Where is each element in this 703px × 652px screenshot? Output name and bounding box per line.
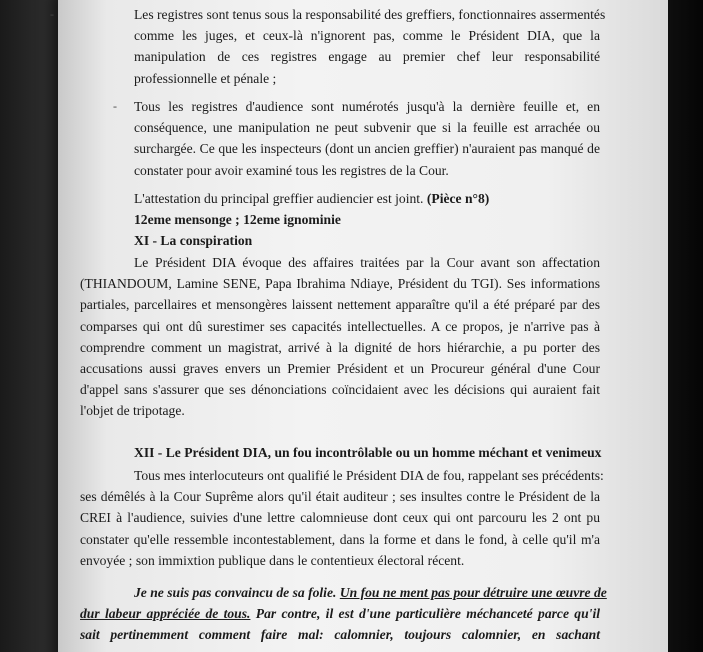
final-underlined: Un fou ne ment pas pour détruire une œuvre de bbox=[339, 585, 607, 600]
piece-reference: (Pièce n°8) bbox=[426, 191, 490, 206]
text-line: Les registres sont tenus sous la responsabilité des greffiers, fonctionnaires assermentés bbox=[134, 7, 606, 22]
text-line: (THIANDOUM, Lamine SENE, Papa Ibrahima Ndiaye, Président du TGI). Ses informations bbox=[80, 276, 600, 292]
final-text: Je ne suis pas convaincu de sa folie. bbox=[134, 585, 337, 600]
text-line: envoyée ; son immixtion publique dans le contentieux électoral récent. bbox=[80, 552, 465, 568]
text-line: comprendre comment un magistrat, arrivé à la dignité de hors hiérarchie, a pu porter des bbox=[80, 339, 600, 355]
text-line: Tous les registres d'audience sont numérotés jusqu'à la dernière feuille et, en bbox=[134, 99, 600, 114]
text-line: comparses qui ont dû surestimer ses capacités intellectuelles. A ce propos, je n'arrive pas à bbox=[80, 318, 600, 334]
bullet-dash-icon: - bbox=[50, 7, 54, 21]
text-line: d'appel sans s'assurer que ses dénonciations coïncidaient avec les décisions qui auraient fait bbox=[80, 382, 600, 398]
bullet-2 bbox=[134, 96, 600, 181]
bullet-dash-icon: - bbox=[113, 99, 117, 113]
mensonge-heading: 12eme mensonge ; 12eme ignominie bbox=[134, 212, 341, 228]
text-line: partiales, parcellaires et mensongères laissent nettement apparaître qu'il a été préparé par des bbox=[80, 297, 600, 313]
attestation-text: L'attestation du principal greffier audiencier est joint. bbox=[134, 191, 424, 206]
text-line: Tous mes interlocuteurs ont qualifié le Président DIA de fou, rappelant ses précédents: bbox=[134, 468, 604, 483]
text-line: constater qu'elle ressemble incontestablement, dans la forme et dans le fond, à celle qu'il m'a bbox=[80, 531, 600, 547]
text-line: professionnelle et pénale ; bbox=[134, 70, 277, 86]
final-underlined: dur labeur appréciée de tous. bbox=[80, 606, 251, 622]
section-12-heading bbox=[134, 442, 604, 463]
text-line: surchargée. Ce que les inspecteurs (dont un ancien greffier) n'auraient pas manqué de bbox=[134, 141, 600, 157]
section-11-title: XI - La conspiration bbox=[134, 233, 253, 249]
section-12-paragraph bbox=[80, 465, 604, 571]
bullet-1 bbox=[134, 4, 606, 89]
text-line: ses démêlés à la Cour Suprême alors qu'il était auditeur ; ses insultes contre le Président de la bbox=[80, 489, 600, 505]
text-line: Le Président DIA évoque des affaires traitées par la Cour avant son affectation bbox=[134, 255, 600, 270]
text-line: conséquence, une manipulation ne peut subvenir que si la feuille est arrachée ou bbox=[134, 120, 600, 136]
final-text: sait pertinemment comment faire mal: calomnier, toujours calomnier, en sachant bbox=[80, 627, 600, 643]
text-line: constater pour avoir examiné tous les registres de la Cour. bbox=[134, 162, 449, 178]
section-12-title: XII - Le Président DIA, un fou incontrôlable ou un homme méchant et venimeux bbox=[134, 445, 602, 460]
final-text: Par contre, il est d'une particulière méchanceté parce qu'il bbox=[255, 606, 600, 622]
text-line: accusations aussi graves envers un Premier Président et un Procureur général d'une Cour bbox=[80, 361, 600, 377]
section-11-paragraph bbox=[80, 252, 600, 422]
dark-edge bbox=[668, 0, 703, 652]
final-paragraph bbox=[80, 582, 607, 646]
text-line: comme les juges, et ceux-là n'ignorent pas, comme le Président DIA, que la bbox=[134, 28, 600, 44]
text-line: l'objet de tripotage. bbox=[80, 403, 185, 419]
text-line: CREI à l'audience, suivies d'une lettre calomnieuse dont ceux qui ont parcouru les 2 ont pu bbox=[80, 510, 600, 526]
attestation bbox=[134, 188, 604, 252]
text-line: manipulation de ces registres engage au premier chef leur responsabilité bbox=[134, 49, 600, 65]
